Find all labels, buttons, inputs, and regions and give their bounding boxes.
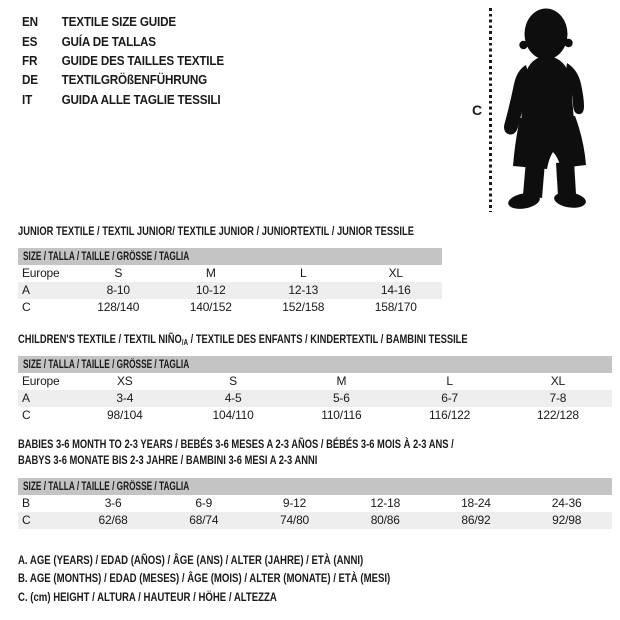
- size-cell: XL: [388, 266, 403, 280]
- size-cell: 3-4: [116, 391, 134, 405]
- table-row-age: [18, 282, 442, 299]
- language-title: GUIDA ALLE TAGLIE TESSILI: [61, 91, 221, 107]
- row-label: C: [22, 408, 31, 422]
- language-title: TEXTILE SIZE GUIDE: [61, 14, 177, 30]
- size-cell: 4-5: [224, 391, 242, 405]
- size-cell: XS: [117, 374, 133, 388]
- size-cell: 74/80: [279, 513, 310, 527]
- table-row-height: [18, 512, 612, 529]
- size-cell: 10-12: [195, 283, 226, 297]
- row-label: A: [22, 391, 30, 405]
- size-cell: 68/74: [189, 513, 219, 527]
- language-row: [22, 70, 224, 89]
- babies-size-table: [18, 478, 612, 529]
- language-row: [22, 12, 224, 31]
- size-cell: 7-8: [549, 391, 567, 405]
- size-cell: XL: [550, 374, 565, 388]
- size-cell: 116/122: [429, 408, 471, 422]
- size-cell: 3-6: [104, 496, 122, 510]
- language-row: [22, 90, 224, 109]
- size-cell: 104/110: [212, 408, 254, 422]
- language-row: [22, 51, 224, 70]
- children-section-heading: CHILDREN'S TEXTILE / TEXTIL NIÑO/A / TEXTILE DES ENFANTS / KINDERTEXTIL / BAMBINI TESSILE: [18, 332, 468, 347]
- size-cell: 86/92: [461, 513, 491, 527]
- language-row: [22, 31, 224, 50]
- table-header-bar: SIZE / TALLA / TAILLE / GRÖSSE / TAGLIA: [18, 356, 612, 373]
- size-cell: 9-12: [282, 496, 307, 510]
- size-cell: 5-6: [332, 391, 350, 405]
- size-cell: 140/152: [189, 300, 232, 314]
- size-cell: S: [114, 266, 123, 280]
- size-cell: 152/158: [282, 300, 325, 314]
- row-label: Europe: [22, 374, 60, 388]
- measure-dotted-line: [489, 8, 492, 212]
- junior-size-table: [18, 248, 442, 316]
- babies-section-heading: BABIES 3-6 MONTH TO 2-3 YEARS / BEBÉS 3-6 MESES A 2-3 AÑOS / BÉBÉS 3-6 MOIS À 2-3 ANS / BABYS 3-6 MONATE BIS 2-3 JAHRE / BAMBINI 3-6 MESI A 2-3 ANNI: [18, 437, 454, 467]
- language-code: IT: [22, 91, 33, 107]
- language-list: [22, 12, 246, 109]
- size-cell: 98/104: [107, 408, 143, 422]
- size-cell: L: [300, 266, 307, 280]
- table-row-europe: [18, 373, 612, 390]
- children-size-table: [18, 356, 612, 424]
- size-cell: 128/140: [97, 300, 140, 314]
- language-code: ES: [22, 33, 38, 49]
- size-cell: 110/116: [321, 408, 362, 422]
- table-row-age: [18, 390, 612, 407]
- table-header-bar: SIZE / TALLA / TAILLE / GRÖSSE / TAGLIA: [18, 248, 442, 265]
- size-cell: L: [446, 374, 453, 388]
- legend-line-age-months: B. AGE (MONTHS) / EDAD (MESES) / ÂGE (MOIS) / ALTER (MONATE) / ETÀ (MESI): [18, 571, 391, 586]
- baby-silhouette-icon: [496, 2, 616, 215]
- language-title: GUÍA DE TALLAS: [61, 33, 156, 49]
- language-title: TEXTILGRÖßENFÜHRUNG: [61, 72, 208, 88]
- table-row-height: [18, 299, 442, 316]
- row-label: B: [22, 496, 30, 510]
- size-cell: 92/98: [552, 513, 582, 527]
- language-code: EN: [22, 14, 38, 30]
- height-measure-figure: [466, 0, 620, 218]
- legend: [18, 551, 483, 606]
- table-row-height: [18, 407, 612, 424]
- language-code: FR: [22, 52, 38, 68]
- table-row-months: [18, 495, 612, 512]
- size-cell: 8-10: [106, 283, 130, 297]
- size-cell: 6-9: [195, 496, 213, 510]
- size-cell: M: [336, 374, 347, 388]
- legend-line-age-years: A. AGE (YEARS) / EDAD (AÑOS) / ÂGE (ANS) / ALTER (JAHRE) / ETÀ (ANNI): [18, 553, 364, 567]
- table-header-bar: SIZE / TALLA / TAILLE / GRÖSSE / TAGLIA: [18, 478, 612, 495]
- row-label: C: [22, 300, 31, 314]
- row-label: Europe: [22, 266, 60, 280]
- row-label: C: [22, 513, 31, 527]
- row-label: A: [22, 283, 30, 297]
- junior-section-heading: JUNIOR TEXTILE / TEXTIL JUNIOR/ TEXTILE JUNIOR / JUNIORTEXTIL / JUNIOR TESSILE: [18, 224, 414, 238]
- table-row-europe: [18, 265, 442, 282]
- size-cell: 122/128: [536, 408, 579, 422]
- size-cell: 24-36: [551, 496, 582, 510]
- size-cell: 80/86: [370, 513, 400, 527]
- size-cell: M: [205, 266, 216, 280]
- size-cell: 14-16: [380, 283, 411, 297]
- size-cell: 6-7: [441, 391, 458, 405]
- heading-subscript: /A: [181, 338, 189, 347]
- measure-label-c: C: [472, 102, 483, 118]
- size-cell: 62/68: [98, 513, 128, 527]
- size-cell: 18-24: [461, 496, 491, 510]
- size-cell: 158/170: [374, 300, 417, 314]
- language-code: DE: [22, 72, 38, 88]
- legend-line-height-cm: C. (cm) HEIGHT / ALTURA / HAUTEUR / HÖHE / ALTEZZA: [18, 589, 277, 604]
- size-cell: 12-13: [288, 283, 319, 297]
- size-cell: S: [229, 374, 237, 388]
- language-title: GUIDE DES TAILLES TEXTILE: [61, 52, 224, 68]
- size-cell: 12-18: [370, 496, 401, 510]
